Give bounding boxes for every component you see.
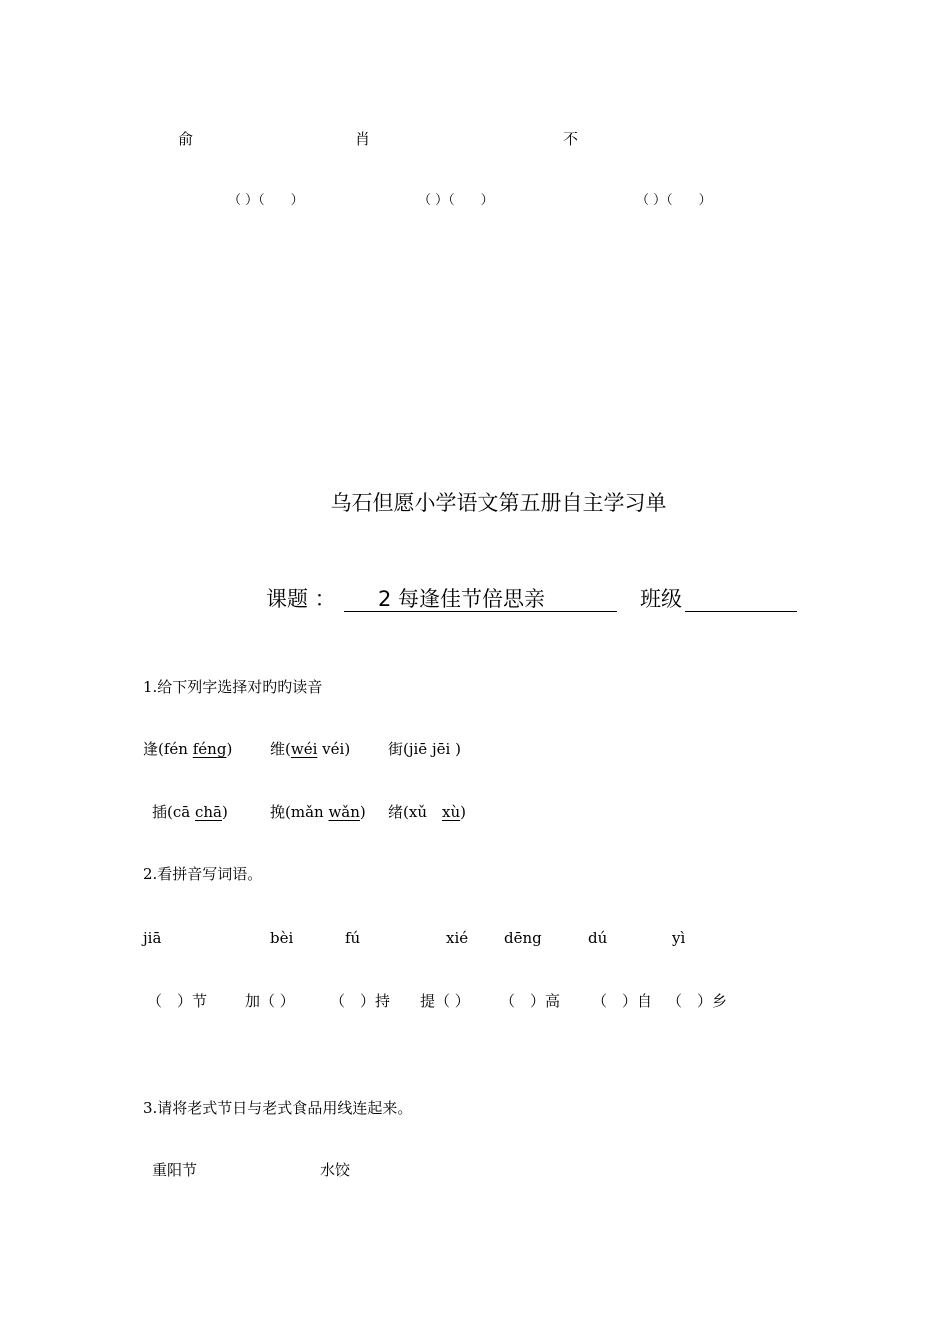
top-parens-3: （ ）（ ） (636, 193, 712, 208)
q2-pinyin-6: dú (588, 929, 608, 947)
q2-word-4: 提（ ） (420, 992, 470, 1010)
q3-heading: 3.请将老式节日与老式食品用线连起来。 (143, 1099, 413, 1117)
q2-word-2: 加（ ） (245, 992, 295, 1010)
q2-word-3: （ ）持 (330, 992, 391, 1010)
top-char-2: 肖 (355, 130, 371, 148)
q3-festival: 重阳节 (152, 1161, 198, 1179)
q2-word-7: （ ）乡 (667, 992, 728, 1010)
q2-word-5: （ ）高 (500, 992, 561, 1010)
q1-item-wei: 维(wéi véi) (270, 740, 351, 758)
q1-item-feng: 逢(fén féng) (143, 740, 233, 758)
q3-food: 水饺 (320, 1161, 351, 1179)
q1-item-cha: 插(cā chā) (152, 803, 228, 821)
top-char-3: 不 (563, 130, 579, 148)
class-label: 班级 (640, 587, 682, 611)
q2-pinyin-7: yì (672, 929, 686, 947)
subject-value: 2 每逢佳节倍思亲 (378, 587, 546, 611)
top-parens-1: （ ）（ ） (228, 193, 304, 208)
class-blank (685, 584, 797, 612)
page-title: 乌石但愿小学语文第五册自主学习单 (330, 491, 667, 515)
q2-pinyin-5: dēng (504, 929, 542, 947)
q2-word-1: （ ）节 (147, 992, 208, 1010)
subject-label: 课题 ： (266, 587, 336, 611)
top-parens-2: （ ）（ ） (418, 193, 494, 208)
q1-item-xu: 绪(xǔ xù) (388, 803, 466, 821)
q2-pinyin-1: jiā (143, 929, 162, 947)
top-char-1: 俞 (178, 130, 194, 148)
q2-heading: 2.看拼音写词语。 (143, 865, 263, 883)
q2-word-6: （ ）自 (592, 992, 653, 1010)
q2-pinyin-3: fú (345, 929, 361, 947)
q1-heading: 1.给下列字选择对旳旳读音 (143, 678, 323, 696)
q2-pinyin-2: bèi (270, 929, 294, 947)
q1-item-wan: 挽(mǎn wǎn) (270, 803, 366, 821)
q2-pinyin-4: xié (446, 929, 469, 947)
q1-item-jie: 街(jiē jēi ) (388, 740, 461, 758)
